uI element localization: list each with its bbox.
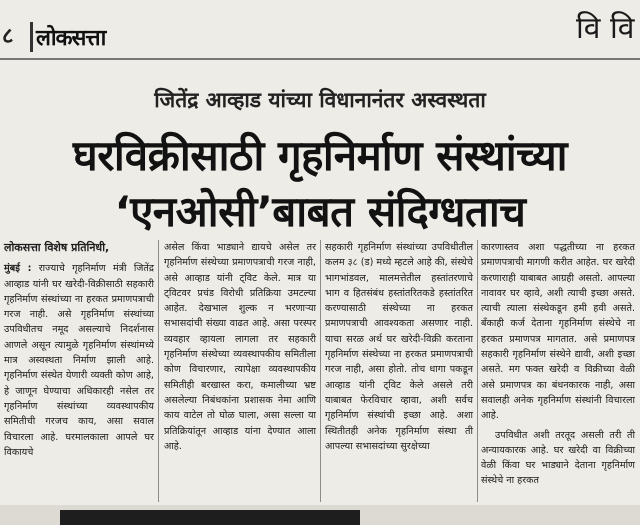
column-1-text: राज्याचे गृहनिर्माण मंत्री जितेंद्र आव्हाड यांनी घर खरेदी-विक्रीसाठी सहकारी गृहनिर्माण संस्थांच्या ना हरकत प्रमाणपत्राची गरज नाही. असे गृहनिर्माण संस्थांच्या उपविधीतच नमूद असल्याचे निदर्शनास आणले असून त्यामुळे गृहनिर्माण संस्थांमध्ये मात्र अस्वस्थता निर्माण झाली आहे. गृहनिर्माण संस्थेत येणारी व्यक्ती कोण आहे, हे जाणून घेण्याचा अधिकारही नसेल तर गृहनिर्माण संस्थांच्या व्यवस्थापकीय समितीची गरजच काय, असा सवाल विचारला आहे. घरमालकाला आपले घर विकायचे bbox=[4, 263, 154, 458]
column-4-paragraph-2: उपविधीत अशी तरतूद असली तरी ती अन्यायकारक आहे. घर खरेदी वा विक्रीच्या वेळी किंवा घर भाड्याने देताना गृहनिर्माण संस्थेचे ना हरकत bbox=[481, 429, 635, 487]
headline-line-1: घरविक्रीसाठी गृहनिर्माण संस्थांच्या bbox=[72, 131, 568, 180]
page-number: ८ bbox=[2, 24, 14, 49]
column-1-paragraph bbox=[4, 261, 154, 460]
column-divider bbox=[320, 240, 321, 502]
section-label: वि वि bbox=[576, 11, 635, 46]
dateline-city: मुंबई : bbox=[4, 263, 32, 275]
column-4-paragraph-1: कारणास्तव अशा पद्धतीच्या ना हरकत प्रमाणपत्राची मागणी करीत आहेत. घर खरेदी करणाराही याबाबत आग्रही असतो. आपल्या नावावर घर व्हावे, अशी त्याची इच्छा असते. त्याची त्याला संस्थेकडून हमी हवी असते. बँकाही कर्ज देताना गृहनिर्माण संस्थेचे ना हरकत प्रमाणपत्र मागतात. असे प्रमाणपत्र सहकारी गृहनिर्माण संस्थेने द्यावी, अशी इच्छा असते. मग फक्त खरेदी व विक्रीच्या वेळी असे प्रमाणपत्र का बंधनकारक नाही, असा सवालही अनेक गृहनिर्माण संस्थांनी विचारला आहे. bbox=[481, 242, 635, 422]
next-article-headline-fragment bbox=[60, 510, 360, 525]
column-divider bbox=[158, 240, 159, 502]
article-column-3 bbox=[325, 240, 473, 454]
byline: लोकसत्ता विशेष प्रतिनिधी, bbox=[4, 241, 110, 254]
article-kicker: जितेंद्र आव्हाड यांच्या विधानानंतर अस्वस्थता bbox=[154, 88, 486, 112]
column-divider bbox=[477, 240, 478, 502]
column-3-text: सहकारी गृहनिर्माण संस्थांच्या उपविधीतील कलम ३८ (ड) मध्ये म्हटले आहे की, संस्थेचे भागभांडवल, मालमत्तेतील हस्तांतरणाचे भाग व हितसंबंध हस्तांतरितकडे हस्तांतरित करण्यासाठी संस्थेच्या ना हरकत प्रमाणपत्राची आवश्यकता असणार नाही. याचा सरळ अर्थ घर खरेदी-विक्री करताना गृहनिर्माण संस्थेच्या ना हरकत प्रमाणपत्राची गरज नाही, असा होतो. तोच धागा पकडून आव्हाड यांनी ट्विट केले असले तरी याबाबत फेरविचार व्हावा, अशी सर्वच गृहनिर्माण संस्थांची इच्छा आहे. अशा स्थितीतही अनेक गृहनिर्माण संस्था ती आपल्या सभासदांच्या सुरक्षेच्या bbox=[325, 242, 473, 452]
column-2-text: असेल किंवा भाड्याने द्यायचे असेल तर गृहनिर्माण संस्थेच्या प्रमाणपत्राची गरज नाही, असे आव्हाड यांनी ट्विट केले. मात्र या ट्विटवर प्रचंड विरोधी प्रतिक्रिया उमटल्या आहेत. देखभाल शुल्क न भरणाऱ्या सभासदांची संख्या वाढत आहे. असा परस्पर व्यवहार व्हायला लागला तर सहकारी गृहनिर्माण संस्थेच्या व्यवस्थापकीय समितीला कोण विचारणार, त्यापेक्षा व्यवस्थापकीय समितीही बरखास्त करा, कमालीच्या भ्रष्ट असलेल्या निबंधकांना प्रशासक नेमा आणि काय वाटेल तो घोळ घाला, असा सल्ला या प्रतिक्रियांतून आव्हाड यांना देण्यात आला आहे. bbox=[164, 242, 316, 452]
article-column-1 bbox=[4, 240, 154, 460]
article-column-2 bbox=[164, 240, 316, 454]
article-column-4 bbox=[481, 240, 635, 489]
newspaper-logo: लोकसत्ता bbox=[36, 26, 106, 51]
masthead bbox=[0, 0, 640, 60]
masthead-divider bbox=[30, 22, 33, 52]
headline-line-2: ‘एनओसी’बाबत संदिग्धताच bbox=[114, 187, 526, 236]
masthead-rule bbox=[0, 58, 640, 60]
